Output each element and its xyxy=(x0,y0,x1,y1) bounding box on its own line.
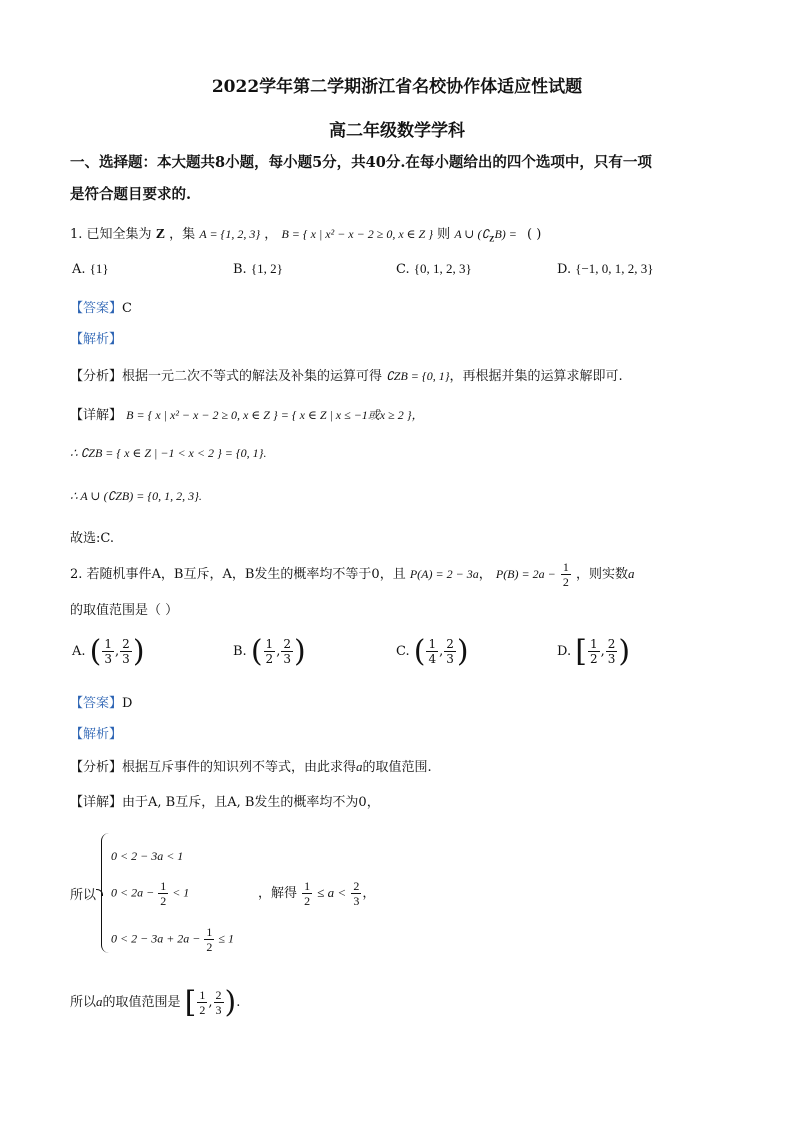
q1-step1-math: B = { x | x² − x − 2 ≥ 0, x ∈ Z } = { x ∈ Z | x ≤ −1或x ≥ 2 }， xyxy=(126,408,424,422)
q2-final-frac2 xyxy=(214,988,224,1017)
q2-pb-half-den: 2 xyxy=(562,575,569,589)
q1-stem-text: 1. 已知全集为 xyxy=(70,227,152,242)
q2-xiangjie-tag: 【详解】 xyxy=(70,795,123,810)
q1-stem xyxy=(70,223,541,243)
q2-ineq3-b: ≤ 1 xyxy=(218,931,234,946)
q2-pb-half-num: 1 xyxy=(562,560,569,574)
q1-option-d xyxy=(557,261,654,277)
q2-ineq3 xyxy=(111,925,234,954)
q2-pa: P(A) = 2 − 3a xyxy=(409,567,479,581)
den: 2 xyxy=(265,652,274,666)
q1-option-a xyxy=(72,261,109,277)
q1-conclusion: 故选:C. xyxy=(70,531,114,546)
q2-final-left: [ xyxy=(184,985,197,1020)
q1-answer-blank: ( ) xyxy=(527,227,542,242)
q1-expr-end: B) = xyxy=(494,227,517,241)
q2-final-var: a xyxy=(96,994,103,1009)
q2-comma: ， xyxy=(478,567,492,582)
q1-set-z: Z xyxy=(155,227,166,242)
q2-option-a-label: A. xyxy=(72,644,86,659)
q2-suoyi: 所以 xyxy=(70,888,97,903)
q1-option-a-value: {1} xyxy=(89,261,109,276)
num: 1 xyxy=(428,637,437,651)
q1-option-b xyxy=(233,261,283,277)
den: 3 xyxy=(215,1003,222,1017)
q2-stem-c: ，则实数 xyxy=(576,567,629,582)
q1-option-c xyxy=(396,261,472,277)
q2-option-d: D. [ $\frac{1}{2}$ , $\frac{2}{3}$ ) xyxy=(557,634,631,669)
q1-stem-text-b: ，集 xyxy=(169,227,196,242)
q1-comma: ， xyxy=(264,227,278,242)
den: 3 xyxy=(353,894,360,908)
q2-fenxi-tag: 【分析】 xyxy=(70,760,123,775)
q2-xiangjie xyxy=(70,791,380,810)
q1-expr-start: A ∪ (∁ xyxy=(454,227,490,241)
q1-expr-sub: Z xyxy=(489,234,495,244)
q2-solve-text: ，解得 xyxy=(258,886,298,901)
q2-var-a: a xyxy=(628,566,635,581)
num: 2 xyxy=(122,637,130,651)
den: 3 xyxy=(283,652,291,666)
q2-option-d-right: ) xyxy=(618,634,631,669)
q2-stem-a: 2. 若随机事件 xyxy=(70,567,152,582)
num: 1 xyxy=(104,637,113,651)
q2-ineq3-a: 0 < 2 − 3a + 2a − xyxy=(111,931,201,946)
den: 3 xyxy=(446,652,454,666)
den: 3 xyxy=(104,652,113,666)
den: 2 xyxy=(160,894,167,908)
q2-option-c-right: ) xyxy=(456,634,469,669)
q2-solve-mid: ≤ a < xyxy=(317,885,347,900)
q1-set-b: B = { x | x² − x − 2 ≥ 0, x ∈ Z } xyxy=(281,227,434,241)
q1-step2: ∴ ∁ZB = { x ∈ Z | −1 < x < 2 } = {0, 1}. xyxy=(70,446,267,460)
den: 3 xyxy=(122,652,130,666)
q2-ineq3-half xyxy=(204,925,214,954)
q2-fenxi-end: 的取值范围. xyxy=(362,760,432,775)
q1-option-b-label: B. xyxy=(233,262,247,277)
q2-option-a-frac2 xyxy=(120,637,132,666)
q2-option-c-label: C. xyxy=(396,644,410,659)
q2-ineq1: 0 < 2 − 3a < 1 xyxy=(111,849,184,863)
q2-option-d-left: [ xyxy=(575,634,587,669)
den: 2 xyxy=(206,940,213,954)
q2-final-right: ) xyxy=(224,985,237,1020)
q2-option-b-left: ( xyxy=(250,634,263,669)
num: 2 xyxy=(607,637,616,651)
section-heading-line1: 一、选择题：本大题共8小题，每小题5分，共40分.在每小题给出的四个选项中，只有一项 xyxy=(70,154,652,171)
q2-fenxi-var: a xyxy=(356,759,363,774)
q2-analysis-tag: 【解析】 xyxy=(70,727,123,742)
q2-stem-b: A，B互斥，A，B发生的概率均不等于0，且 xyxy=(151,567,406,582)
num: 2 xyxy=(283,637,291,651)
den: 3 xyxy=(607,652,616,666)
q2-ineq2-b: < 1 xyxy=(172,885,190,900)
num: 1 xyxy=(265,637,274,651)
q1-option-d-label: D. xyxy=(557,262,572,277)
q2-option-c-left: ( xyxy=(413,634,426,669)
q1-option-c-label: C. xyxy=(396,262,410,277)
q2-fenxi xyxy=(70,756,432,775)
q2-pb: P(B) = 2a − xyxy=(495,567,556,581)
q2-option-a: A. ( $\frac{1}{3}$ , $\frac{2}{3}$ ) xyxy=(72,634,145,669)
q2-stem-line2: 的取值范围是（ ） xyxy=(70,603,179,618)
q1-analysis-tag: 【解析】 xyxy=(70,332,123,347)
q2-stem xyxy=(70,560,635,589)
q2-option-b-frac1 xyxy=(264,637,276,666)
q1-option-d-value: {−1, 0, 1, 2, 3} xyxy=(575,261,654,276)
q2-final-a: 所以 xyxy=(70,995,97,1010)
q2-option-b-label: B. xyxy=(233,644,247,659)
q1-answer-value: C xyxy=(122,301,132,316)
q2-final-b: 的取值范围是 xyxy=(102,995,181,1010)
q1-set-a: A = {1, 2, 3} xyxy=(199,227,261,241)
q2-option-d-frac1 xyxy=(588,637,600,666)
q2-option-b: B. ( $\frac{1}{2}$ , $\frac{2}{3}$ ) xyxy=(233,634,306,669)
q1-answer xyxy=(70,297,132,316)
q2-ineq2-a: 0 < 2a − xyxy=(111,885,155,900)
q1-xiangjie-step1 xyxy=(70,404,424,423)
q2-option-d-label: D. xyxy=(557,644,572,659)
den: 2 xyxy=(304,894,311,908)
q2-ineq2 xyxy=(111,879,189,908)
den: 2 xyxy=(589,652,598,666)
q1-answer-tag: 【答案】 xyxy=(70,301,123,316)
num: 2 xyxy=(446,637,454,651)
q2-answer xyxy=(70,692,132,711)
q2-final-end: . xyxy=(236,995,241,1010)
q1-fenxi-math: ∁ZB = {0, 1} xyxy=(386,369,450,383)
q2-option-a-right: ) xyxy=(132,634,145,669)
q2-final: 所以a的取值范围是 [ $\frac{1}{2}$ , $\frac{2}{3}$ ). xyxy=(70,985,241,1020)
q2-option-c-frac1 xyxy=(426,637,438,666)
q1-fenxi-end: ，再根据并集的运算求解即可. xyxy=(449,369,623,384)
num: 2 xyxy=(215,988,222,1002)
num: 1 xyxy=(206,925,213,939)
q2-solve xyxy=(258,879,375,908)
q1-fenxi xyxy=(70,365,623,384)
q1-xiangjie-tag: 【详解】 xyxy=(70,408,123,423)
q1-option-c-value: {0, 1, 2, 3} xyxy=(413,261,472,276)
num: 1 xyxy=(160,879,167,893)
q1-step3: ∴ A ∪ (∁ZB) = {0, 1, 2, 3}. xyxy=(70,489,202,503)
section-heading-line2: 是符合题目要求的. xyxy=(70,186,192,203)
num: 1 xyxy=(304,879,311,893)
q1-fenxi-tag: 【分析】 xyxy=(70,369,123,384)
page-title: 2022学年第二学期浙江省名校协作体适应性试题 xyxy=(211,77,583,97)
q2-solve-end: ， xyxy=(362,886,376,901)
q2-final-frac1 xyxy=(197,988,207,1017)
q2-pb-half xyxy=(561,560,571,589)
q2-answer-tag: 【答案】 xyxy=(70,696,123,711)
q1-option-a-label: A. xyxy=(72,262,86,277)
num: 2 xyxy=(353,879,360,893)
q2-solve-frac1 xyxy=(302,879,312,908)
q2-answer-value: D xyxy=(122,696,133,711)
q2-solve-frac2 xyxy=(351,879,361,908)
num: 1 xyxy=(589,637,598,651)
q2-option-a-frac1 xyxy=(102,637,114,666)
q2-option-c: C. ( $\frac{1}{4}$ , $\frac{2}{3}$ ) xyxy=(396,634,469,669)
q2-option-c-frac2 xyxy=(444,637,456,666)
q1-expression xyxy=(454,227,517,244)
q1-stem-text-c: 则 xyxy=(437,227,451,242)
q2-ineq2-half xyxy=(158,879,168,908)
q1-option-b-value: {1, 2} xyxy=(250,261,283,276)
num: 1 xyxy=(199,988,206,1002)
q1-fenxi-text: 根据一元二次不等式的解法及补集的运算可得 xyxy=(122,369,383,384)
q2-option-b-frac2 xyxy=(281,637,293,666)
den: 4 xyxy=(428,652,437,666)
den: 2 xyxy=(199,1003,206,1017)
q2-option-a-left: ( xyxy=(89,634,102,669)
page-subtitle: 高二年级数学学科 xyxy=(329,121,465,141)
q2-fenxi-text: 根据互斥事件的知识列不等式，由此求得 xyxy=(122,760,357,775)
q2-option-b-right: ) xyxy=(293,634,306,669)
q2-xiangjie-text: 由于A, B互斥，且A, B发生的概率均不为0， xyxy=(122,795,380,810)
q2-option-d-frac2 xyxy=(606,637,618,666)
